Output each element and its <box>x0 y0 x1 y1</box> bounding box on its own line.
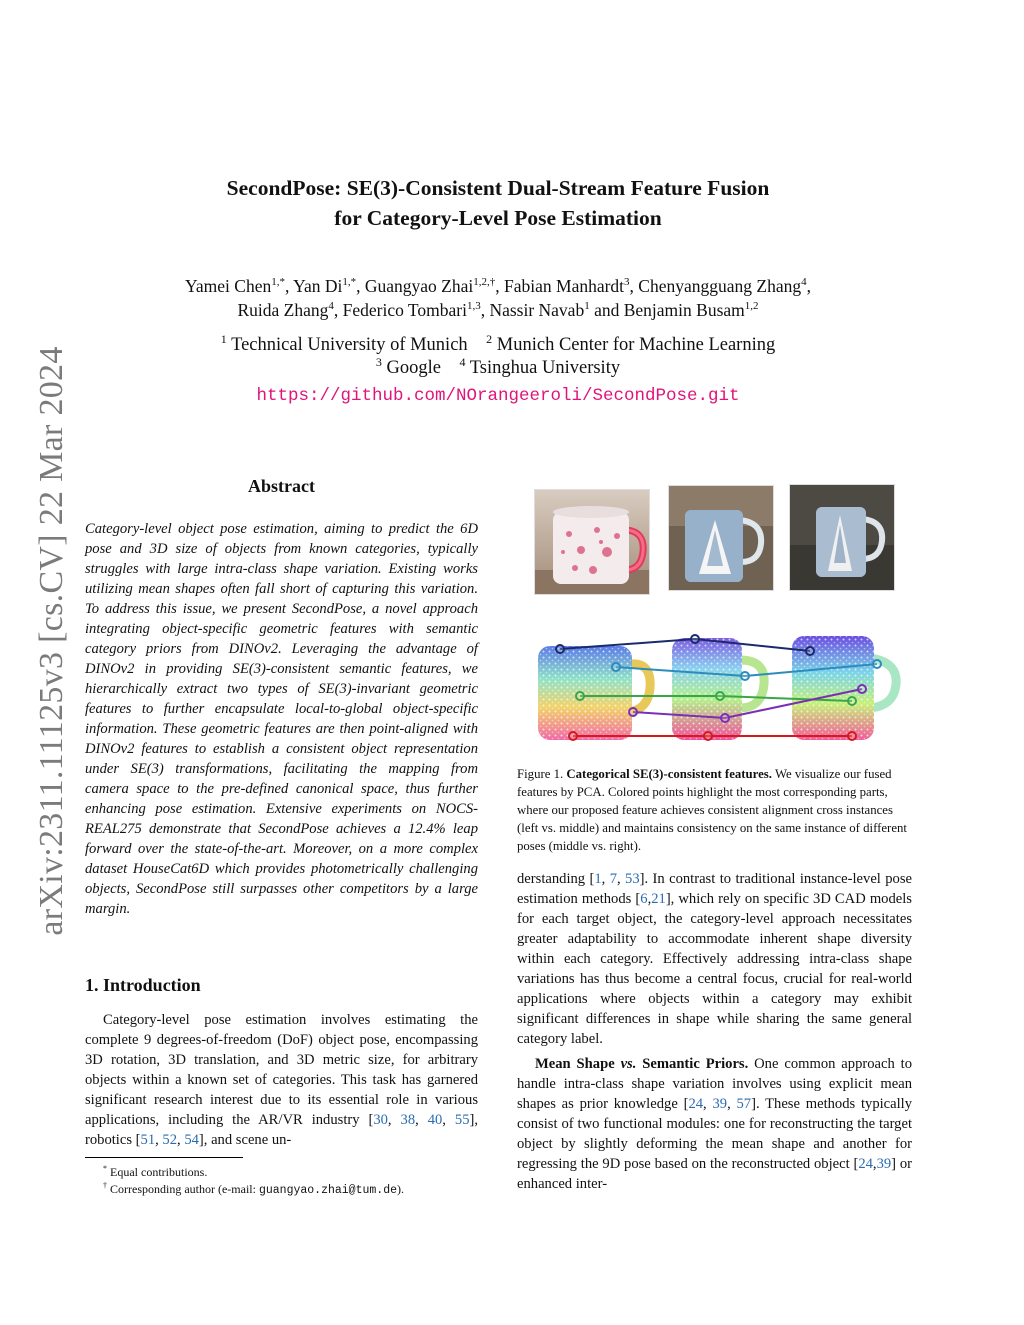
affiliation-name: Google <box>386 358 441 379</box>
citation-link[interactable]: 1 <box>594 871 602 887</box>
intro-text: ], and scene un- <box>198 1132 292 1148</box>
author-name: Yan Di <box>293 275 343 296</box>
author-affiliation-marker: 4 <box>801 276 807 288</box>
body-text: ] or enhanced inter- <box>517 1156 912 1192</box>
mug-photo-left <box>534 489 650 595</box>
footnote-divider <box>85 1157 243 1158</box>
author-affiliation-marker: 1 <box>584 300 590 312</box>
pca-feature-pointcloud-figure <box>530 620 910 748</box>
body-text: ]. In contrast to traditional instance-level pose estimation methods [ <box>517 871 912 907</box>
citation-link[interactable]: 7 <box>609 871 617 887</box>
author-list-line-2: Ruida Zhang$^4$, Federico Tombari$^{1,3}$, Nassir Navab$^1$ and Benjamin Busam$^{1,2}$ <box>237 299 759 320</box>
affiliation-number: 2 <box>486 332 493 346</box>
citation-link[interactable]: 39 <box>876 1156 892 1172</box>
citation-link[interactable]: 24 <box>858 1156 873 1172</box>
citation-link[interactable]: 6 <box>640 891 648 907</box>
footnote-corresponding-author <box>103 1178 496 1199</box>
footnote-text: Corresponding author (e-mail: <box>110 1182 259 1196</box>
affiliation-number: 3 <box>375 355 382 369</box>
intro-text: Category-level pose estimation involves estimating the complete 9 degrees-of-freedom (DoF) object pose, encompassing 3D rotation, 3D translation, and 3D metric size, for arbitrary objects within a known set of categories. This task has garnered significant research interest due to its essential role in various applications, including the AR/VR industry [ <box>85 1012 478 1128</box>
citation-link[interactable]: 55 <box>454 1112 470 1128</box>
paragraph-heading: Semantic Priors. <box>642 1056 749 1072</box>
intro-text: ], robotics [ <box>85 1112 478 1148</box>
figure-label: Figure 1. <box>517 767 564 781</box>
mug-photo-right <box>789 484 895 591</box>
body-text: One common approach to handle intra-class shape variation involves using explicit mean shapes as prior knowledge [ <box>517 1056 913 1112</box>
author-name: Benjamin Busam <box>623 299 745 320</box>
introduction-paragraph: Category-level pose estimation involves estimating the complete 9 degrees-of-freedom (DoF) object pose, encompassing 3D rotation, 3D translation, and 3D metric size, for arbitrary objects within a known set of categories. This task has garnered significant research interest due to its essential role in various applications, including the AR/VR industry [30, 38, 40, 55], robotics [51, 52, 54], and scene un- <box>85 1012 478 1148</box>
author-affiliation-marker: 3 <box>624 276 630 288</box>
paragraph-heading-vs: vs. <box>620 1056 637 1072</box>
author-affiliation-marker: 1,* <box>271 276 285 288</box>
figure-caption-text: We visualize our fused features by PCA. Colored points highlight the most corresponding parts, where our proposed feature achieves consistent alignment cross instances (left vs. middle) and maintains consistency on the same instance of different poses (middle vs. right). <box>517 767 907 853</box>
authors-and: and <box>594 299 620 320</box>
author-name: Nassir Navab <box>489 299 585 320</box>
figure-caption-title: Categorical SE(3)-consistent features. <box>566 767 772 781</box>
right-column-paragraph-1: derstanding [1, 7, 53]. In contrast to traditional instance-level pose estimation methods [6,21], which rely on specific 3D CAD models for each target object, the category-level approach necessitates greater adaptability to accommodate inherent shape diversity within each category. Effectively addressing intra-class shape variations has thus become a central focus, crucial for real-world applications where objects within a category may exhibit significant differences in shape while sharing the same general category label. <box>517 871 912 1047</box>
author-name: Chenyangguang Zhang <box>638 275 802 296</box>
author-name: Federico Tombari <box>342 299 467 320</box>
citation-link[interactable]: 24 <box>688 1096 704 1112</box>
citation-link[interactable]: 52 <box>162 1132 178 1148</box>
affiliation-number: 1 <box>220 332 227 346</box>
figure-1-caption <box>517 765 912 855</box>
body-text: derstanding [ <box>517 871 595 887</box>
citation-link[interactable]: 53 <box>625 871 640 887</box>
author-name: Fabian Manhardt <box>504 275 625 296</box>
author-affiliation-marker: 1,2 <box>744 300 759 312</box>
citation-link[interactable]: 38 <box>400 1112 416 1128</box>
citation-link[interactable]: 40 <box>427 1112 443 1128</box>
author-affiliation-marker: 1,3 <box>466 300 481 312</box>
github-repo-link[interactable]: https://github.com/NOrangeeroli/SecondPose.git <box>256 386 740 406</box>
introduction-heading: 1. Introduction <box>85 975 201 995</box>
affiliations-line-2 <box>100 351 896 380</box>
footnote-marker: * <box>103 1164 107 1173</box>
body-text: ], which rely on specific 3D CAD models for each target object, the category-level approach necessitates greater adaptability to accommodate inherent shape diversity within each category. Effectively addressing intra-class shape variations has thus become a central focus, crucial for real-world applications where objects within a category may exhibit significant differences in shape while sharing the same general category label. <box>517 891 912 1047</box>
corresponding-email[interactable]: guangyao.zhai@tum.de <box>258 1184 397 1197</box>
footnote-marker: † <box>103 1181 107 1190</box>
body-text: ]. These methods typically consist of two functional modules: one for reconstructing the target object by slightly deforming the mean shape and another for regressing the 9D pose based on the reconstructed object [ <box>517 1096 913 1172</box>
author-name: Ruida Zhang <box>237 299 329 320</box>
citation-link[interactable]: 21 <box>651 891 666 907</box>
paper-title-line-1: SecondPose: SE(3)-Consistent Dual-Stream Feature Fusion <box>226 176 770 200</box>
paragraph-heading: Mean Shape <box>535 1056 615 1072</box>
affiliation-number: 4 <box>459 355 466 369</box>
author-affiliation-marker: 4 <box>328 300 334 312</box>
paper-title-line-2: for Category-Level Pose Estimation <box>334 206 662 230</box>
author-list-line-1: Yamei Chen$^{1,*}$, Yan $Di^{1,*}$, Guangyao Zhai$^{1,2,\dagger}$, Fabian Manhardt$^3$, Chenyangguang Zhang$^4$, <box>185 275 811 296</box>
mug-photo-middle <box>668 485 774 591</box>
author-name: Guangyao Zhai <box>364 275 474 296</box>
citation-link[interactable]: 51 <box>140 1132 156 1148</box>
citation-link[interactable]: 57 <box>736 1096 752 1112</box>
author-affiliation-marker: 1,* <box>342 276 357 288</box>
footnote-text: ). <box>397 1182 404 1196</box>
arxiv-side-stamp: arXiv:2311.11125v3 [cs.CV] 22 Mar 2024 <box>33 346 70 936</box>
citation-link[interactable]: 39 <box>712 1096 728 1112</box>
citation-link[interactable]: 30 <box>373 1112 388 1128</box>
footnote-text: Equal contributions. <box>110 1165 208 1179</box>
citation-link[interactable]: 54 <box>184 1132 199 1148</box>
affiliation-name: Technical University of Munich <box>231 335 468 356</box>
author-affiliation-marker: 1,2,† <box>473 276 496 288</box>
author-name: Yamei Chen <box>185 275 272 296</box>
right-column-paragraph-2: Mean Shape vs. Semantic Priors. One common approach to handle intra-class shape variation involves using explicit mean shapes as prior knowledge [24, 39, 57]. These methods typically consist of two functional modules: one for reconstructing the target object by slightly deforming the mean shape and another for regressing the 9D pose based on the reconstructed object [24,39] or enhanced inter- <box>517 1056 913 1192</box>
affiliation-name: Munich Center for Machine Learning <box>496 335 776 356</box>
abstract-heading: Abstract <box>248 476 315 496</box>
affiliation-name: Tsinghua University <box>469 358 621 379</box>
abstract-body: Category-level object pose estimation, aiming to predict the 6D pose and 3D size of objects from known categories, typically struggles with large intra-class shape variation. Existing works utilizing mean shapes often fall short of capturing this variation. To address this issue, we present SecondPose, a novel approach integrating object-specific geometric features with semantic category priors from DINOv2. Leveraging the advantage of DINOv2 in providing SE(3)-consistent semantic features, we hierarchically extract two types of SE(3)-invariant geometric features to further encapsulate local-to-global object-specific information. These geometric features are then point-aligned with DINOv2 features to establish a consistent object representation under SE(3) transformations, facilitating the mapping from camera space to the pre-defined canonical space, thus further enhancing pose estimation. Extensive experiments on NOCS-REAL275 demonstrate that SecondPose achieves a 12.4% leap forward over the state-of-the-art. Moreover, on a more complex dataset HouseCat6D which provides photometrically challenging objects, SecondPose still surpasses other competitors by a large margin. <box>85 521 478 917</box>
